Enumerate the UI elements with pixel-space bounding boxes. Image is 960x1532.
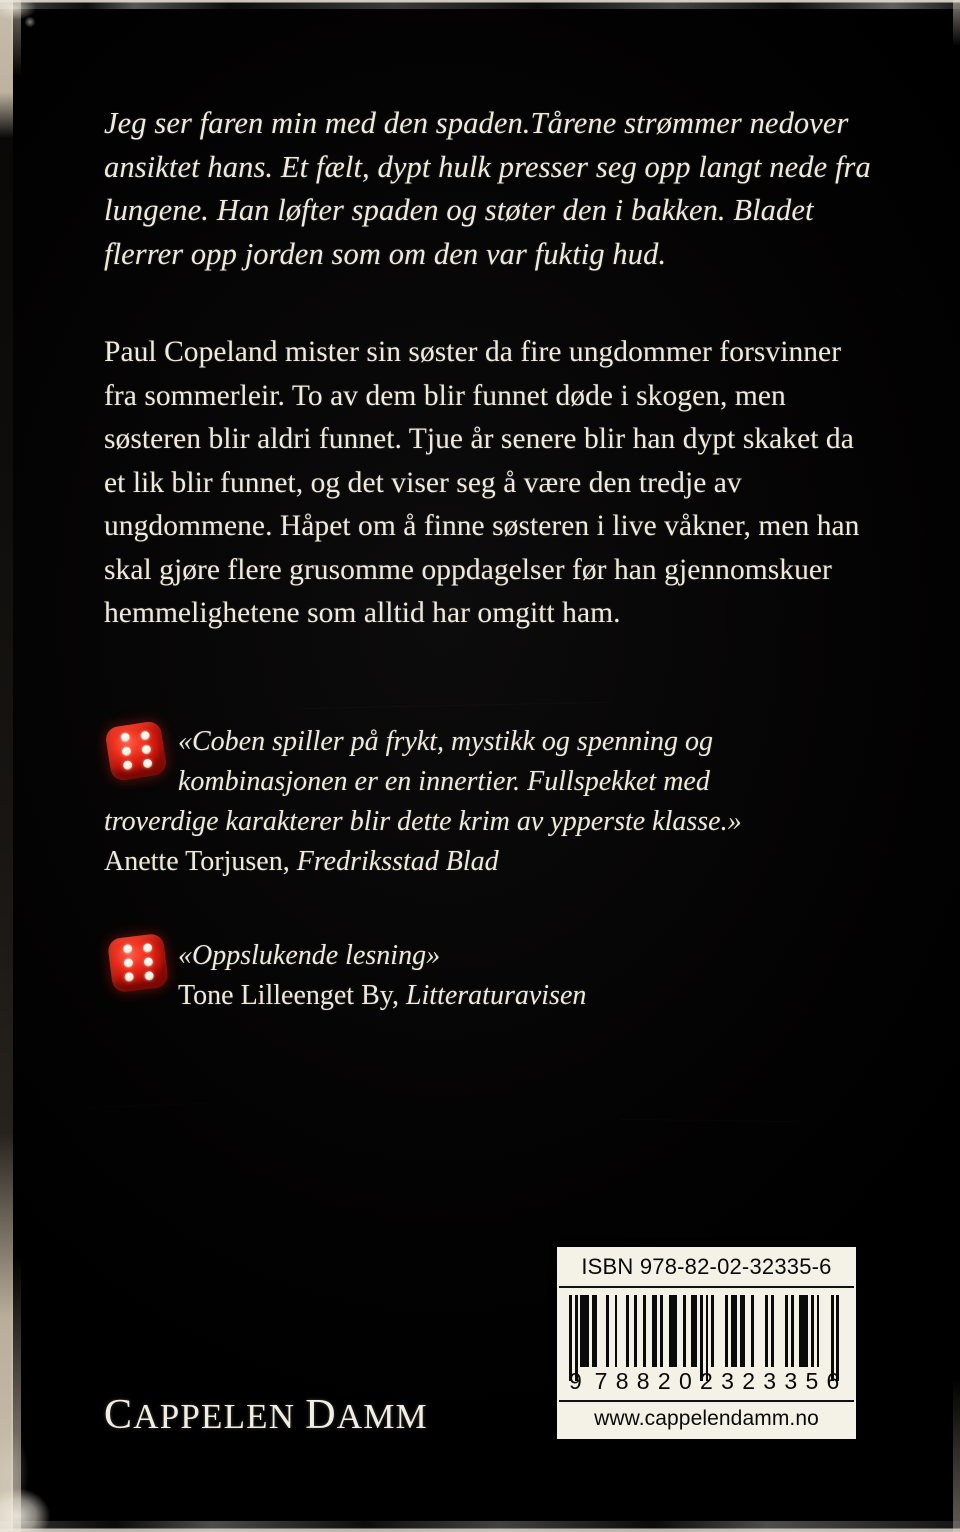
die-pip	[144, 970, 153, 979]
barcode-digit: 6	[826, 1368, 841, 1394]
reviewer-name: Tone Lilleenget By,	[178, 979, 406, 1011]
die-pip	[124, 971, 133, 980]
barcode-bar	[669, 1295, 678, 1367]
die-pip	[142, 758, 152, 768]
die-pip	[123, 944, 132, 953]
barcode-space	[819, 1295, 830, 1367]
barcode-digit: 2	[742, 1368, 757, 1394]
barcode-space	[774, 1295, 785, 1367]
barcode-digits-right	[718, 1368, 845, 1395]
reviewer-name: Anette Torjusen,	[104, 845, 297, 877]
review-attribution	[104, 976, 874, 1016]
barcode-digits-left	[591, 1368, 718, 1395]
publisher-logo-appelen: APPELEN	[133, 1397, 306, 1436]
review-quote-text	[104, 722, 874, 882]
publisher-website: www.cappelendamm.no	[594, 1407, 819, 1430]
jacket-bottom-edge-wear	[0, 1521, 960, 1532]
die-face	[118, 942, 158, 983]
book-synopsis: Paul Copeland mister sin søster da fire ungdommer forsvinner fra sommerleir. To av dem blir funnet døde i skogen, men søsteren blir aldri funnet. Tjue år senere blir han dypt skaket da et lik blir funnet, og det viser seg å være den tredje av ungdommene. Håpet om å finne søsteren i live våkner, men han skal gjøre flere grusomme oppdagelser før han gjennomskuer hemmelighetene som alltid har omgitt ham.	[104, 336, 860, 629]
publisher-logo-amm: AMM	[336, 1397, 428, 1436]
die-six-icon	[107, 932, 169, 992]
barcode-digit-first: 9	[569, 1368, 583, 1394]
publisher-logo-d: D	[305, 1392, 337, 1438]
barcode-digits	[569, 1367, 844, 1398]
barcode-digit: 2	[700, 1368, 714, 1394]
publisher-logo	[104, 1391, 428, 1439]
jacket-scuff	[86, 1103, 206, 1108]
cover-text-content	[104, 0, 874, 1016]
isbn-barcode-block	[557, 1247, 856, 1439]
barcode-space	[754, 1295, 765, 1367]
publisher-logo-c: C	[104, 1392, 134, 1438]
barcode-bars	[569, 1295, 844, 1367]
die-face	[115, 729, 156, 771]
jacket-left-edge-inner-wear	[11, 0, 21, 1532]
die-pip	[143, 957, 152, 966]
review-quote-text	[104, 936, 874, 1016]
jacket-scuff	[887, 281, 934, 320]
barcode-digit: 3	[784, 1368, 799, 1394]
barcode-space	[714, 1295, 725, 1367]
die-pip	[142, 943, 151, 952]
barcode-digit: 0	[678, 1368, 693, 1394]
die-six-icon	[104, 719, 168, 781]
review-quote-line: «Oppslukende lesning»	[178, 939, 441, 971]
jacket-scuff	[620, 1119, 800, 1123]
die-pip	[140, 731, 150, 741]
jacket-bottom-left-corner-wear	[0, 1412, 74, 1532]
die-pip	[121, 746, 131, 756]
review-quote-item	[104, 722, 874, 882]
review-quotes-list	[104, 636, 874, 1016]
barcode-space	[617, 1295, 626, 1367]
isbn-number: ISBN 978-82-02-32335-6	[559, 1249, 854, 1288]
publication-name: Fredriksstad Blad	[296, 845, 499, 877]
publication-name: Litteraturavisen	[405, 979, 587, 1011]
jacket-top-left-corner-wear	[0, 0, 70, 70]
barcode-digit: 3	[763, 1368, 778, 1394]
barcode-bar	[799, 1295, 808, 1367]
jacket-right-edge-wear	[953, 0, 960, 1532]
barcode-digit: 8	[615, 1368, 630, 1394]
review-quote-line: «Coben spiller på frykt, mystikk og spenning og	[178, 725, 714, 757]
die-pip	[120, 732, 130, 742]
barcode-digit: 5	[805, 1368, 820, 1394]
barcode-digit: 7	[594, 1368, 609, 1394]
barcode-digit: 8	[636, 1368, 651, 1394]
review-quote-item	[104, 936, 874, 1016]
review-quote-line: troverdige karakterer blir dette krim av ypperste klasse.»	[104, 805, 742, 837]
barcode-digit: 2	[657, 1368, 672, 1394]
barcode-bar	[580, 1295, 589, 1367]
review-quote-line: kombinasjonen er en innertier. Fullspekket med	[178, 765, 710, 797]
die-pip	[122, 760, 132, 770]
review-attribution	[104, 842, 874, 882]
barcode-space	[597, 1295, 606, 1367]
barcode-digit: 3	[721, 1368, 735, 1394]
die-pip	[141, 744, 151, 754]
barcode-graphic	[559, 1288, 854, 1402]
book-excerpt: Jeg ser faren min med den spaden.Tårene strømmer nedover ansiktet hans. Et fælt, dypt hulk presser seg opp langt nede fra lungene. Han løfter spaden og støter den i bakken. Bladet flerrer opp jorden som om den var fuktig hud.	[104, 106, 871, 271]
die-pip	[123, 958, 132, 967]
